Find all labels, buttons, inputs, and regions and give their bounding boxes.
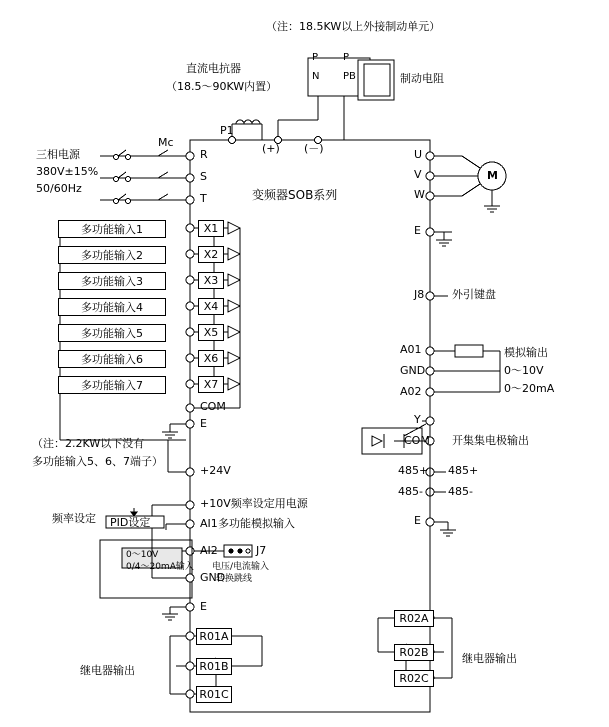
power-supply-line2: 380V±15% bbox=[36, 165, 99, 178]
brake-terminal-p1: P bbox=[312, 52, 319, 63]
terminal-x4-label: X4 bbox=[203, 300, 219, 313]
multi-input-1-label: 多功能输入1 bbox=[81, 223, 143, 236]
relay-output-right-title: 继电器输出 bbox=[462, 652, 517, 665]
terminal-10v-label: +10V频率设定用电源 bbox=[200, 497, 308, 510]
terminal-r01a bbox=[196, 628, 232, 645]
power-supply-line1: 三相电源 bbox=[36, 148, 80, 161]
terminal-e-low-left: E bbox=[200, 600, 207, 613]
terminal-e-right: E bbox=[414, 514, 421, 527]
terminal-x5 bbox=[198, 324, 224, 341]
multi-input-7-box[interactable] bbox=[58, 376, 166, 394]
terminal-x6-label: X6 bbox=[203, 352, 219, 365]
terminal-y: Y bbox=[414, 413, 421, 426]
terminal-ai1: AI1 bbox=[200, 517, 218, 530]
multi-input-2-box[interactable] bbox=[58, 246, 166, 264]
multi-input-1-box[interactable] bbox=[58, 220, 166, 238]
terminal-dc-minus: (－) bbox=[304, 142, 324, 155]
terminal-gnd-left: GND bbox=[200, 571, 226, 584]
terminal-j8: J8 bbox=[414, 288, 425, 301]
terminal-ai2: AI2 bbox=[200, 544, 218, 557]
multi-input-4-label: 多功能输入4 bbox=[81, 301, 143, 314]
terminal-e-mid: E bbox=[200, 417, 207, 430]
ai1-function-label: 多功能模拟输入 bbox=[218, 517, 295, 530]
multi-input-2-label: 多功能输入2 bbox=[81, 249, 143, 262]
terminal-a01: A01 bbox=[400, 343, 422, 356]
terminal-r02b bbox=[394, 644, 434, 661]
open-collector-label: 开集集电极输出 bbox=[452, 434, 529, 447]
label-485-plus: 485+ bbox=[448, 464, 479, 477]
dc-reactor-label-line1: 直流电抗器 bbox=[186, 62, 241, 75]
terminal-com-right: COM bbox=[404, 434, 430, 447]
keypad-label: 外引键盘 bbox=[452, 288, 496, 301]
note-left-line1: （注：2.2KW以下没有 bbox=[32, 437, 145, 450]
analog-input-range-line1: 0～10V bbox=[126, 550, 159, 560]
analog-output-range2: 0～20mA bbox=[504, 382, 555, 395]
pid-set-label: PID设定 bbox=[110, 516, 151, 529]
terminal-x7-label: X7 bbox=[203, 378, 219, 391]
multi-input-3-label: 多功能输入3 bbox=[81, 275, 143, 288]
terminal-485-plus: 485+ bbox=[398, 464, 429, 477]
terminal-gnd-right: GND bbox=[400, 364, 426, 377]
terminal-r02c bbox=[394, 670, 434, 687]
terminal-x5-label: X5 bbox=[203, 326, 219, 339]
freq-set-label: 频率设定 bbox=[52, 512, 96, 525]
brake-terminal-p2: P bbox=[343, 52, 350, 63]
analog-output-range1: 0～10V bbox=[504, 364, 544, 377]
contactor-label: Mc bbox=[158, 136, 174, 149]
terminal-r02b-label: R02B bbox=[399, 646, 429, 659]
terminal-v: V bbox=[414, 168, 422, 181]
terminal-w: W bbox=[414, 188, 425, 201]
jumper-note-line1: 电压/电流输入 bbox=[212, 562, 270, 572]
terminal-dc-plus: (+) bbox=[262, 142, 280, 155]
note-brake-unit: （注：18.5KW以上外接制动单元） bbox=[266, 20, 441, 33]
brake-resistor-label: 制动电阻 bbox=[400, 72, 444, 85]
terminal-u: U bbox=[414, 148, 423, 161]
terminal-x1-label: X1 bbox=[203, 222, 219, 235]
terminal-x1 bbox=[198, 220, 224, 237]
terminal-x6 bbox=[198, 350, 224, 367]
brake-terminal-n: N bbox=[312, 71, 320, 82]
terminal-x3 bbox=[198, 272, 224, 289]
device-name: 变频器SOB系列 bbox=[252, 188, 338, 202]
dc-reactor-label-line2: （18.5～90KW内置） bbox=[166, 80, 278, 93]
terminal-x2-label: X2 bbox=[203, 248, 219, 261]
terminal-r02a-label: R02A bbox=[399, 612, 429, 625]
terminal-com: COM bbox=[200, 400, 226, 413]
terminal-p1: P1 bbox=[220, 124, 234, 137]
terminal-t: T bbox=[200, 192, 207, 205]
multi-input-6-box[interactable] bbox=[58, 350, 166, 368]
terminal-e-output: E bbox=[414, 224, 421, 237]
multi-input-5-label: 多功能输入5 bbox=[81, 327, 143, 340]
analog-input-range-line2: 0/4～20mA输入 bbox=[126, 562, 194, 572]
relay-output-left-title: 继电器输出 bbox=[80, 664, 135, 677]
terminal-a02: A02 bbox=[400, 385, 422, 398]
multi-input-7-label: 多功能输入7 bbox=[81, 379, 143, 392]
terminal-r01a-label: R01A bbox=[199, 630, 229, 643]
multi-input-4-box[interactable] bbox=[58, 298, 166, 316]
terminal-r01c-label: R01C bbox=[199, 688, 229, 701]
jumper-note-line2: 转换跳线 bbox=[216, 574, 253, 584]
multi-input-6-label: 多功能输入6 bbox=[81, 353, 143, 366]
terminal-24v: +24V bbox=[200, 464, 231, 477]
terminal-r02a bbox=[394, 610, 434, 627]
terminal-r01b-label: R01B bbox=[199, 660, 229, 673]
multi-input-5-box[interactable] bbox=[58, 324, 166, 342]
jumper-j7-label: J7 bbox=[256, 544, 267, 557]
terminal-485-minus: 485- bbox=[398, 485, 423, 498]
terminal-x4 bbox=[198, 298, 224, 315]
terminal-x7 bbox=[198, 376, 224, 393]
power-supply-line3: 50/60Hz bbox=[36, 182, 82, 195]
terminal-x2 bbox=[198, 246, 224, 263]
terminal-r: R bbox=[200, 148, 208, 161]
analog-output-title: 模拟输出 bbox=[504, 346, 548, 359]
label-485-minus: 485- bbox=[448, 485, 473, 498]
terminal-r02c-label: R02C bbox=[399, 672, 429, 685]
terminal-r01b bbox=[196, 658, 232, 675]
multi-input-3-box[interactable] bbox=[58, 272, 166, 290]
brake-terminal-pb: PB bbox=[343, 71, 356, 82]
motor-label: M bbox=[487, 169, 498, 182]
terminal-x3-label: X3 bbox=[203, 274, 219, 287]
terminal-r01c bbox=[196, 686, 232, 703]
terminal-s: S bbox=[200, 170, 207, 183]
note-left-line2: 多功能输入5、6、7端子） bbox=[32, 455, 163, 468]
